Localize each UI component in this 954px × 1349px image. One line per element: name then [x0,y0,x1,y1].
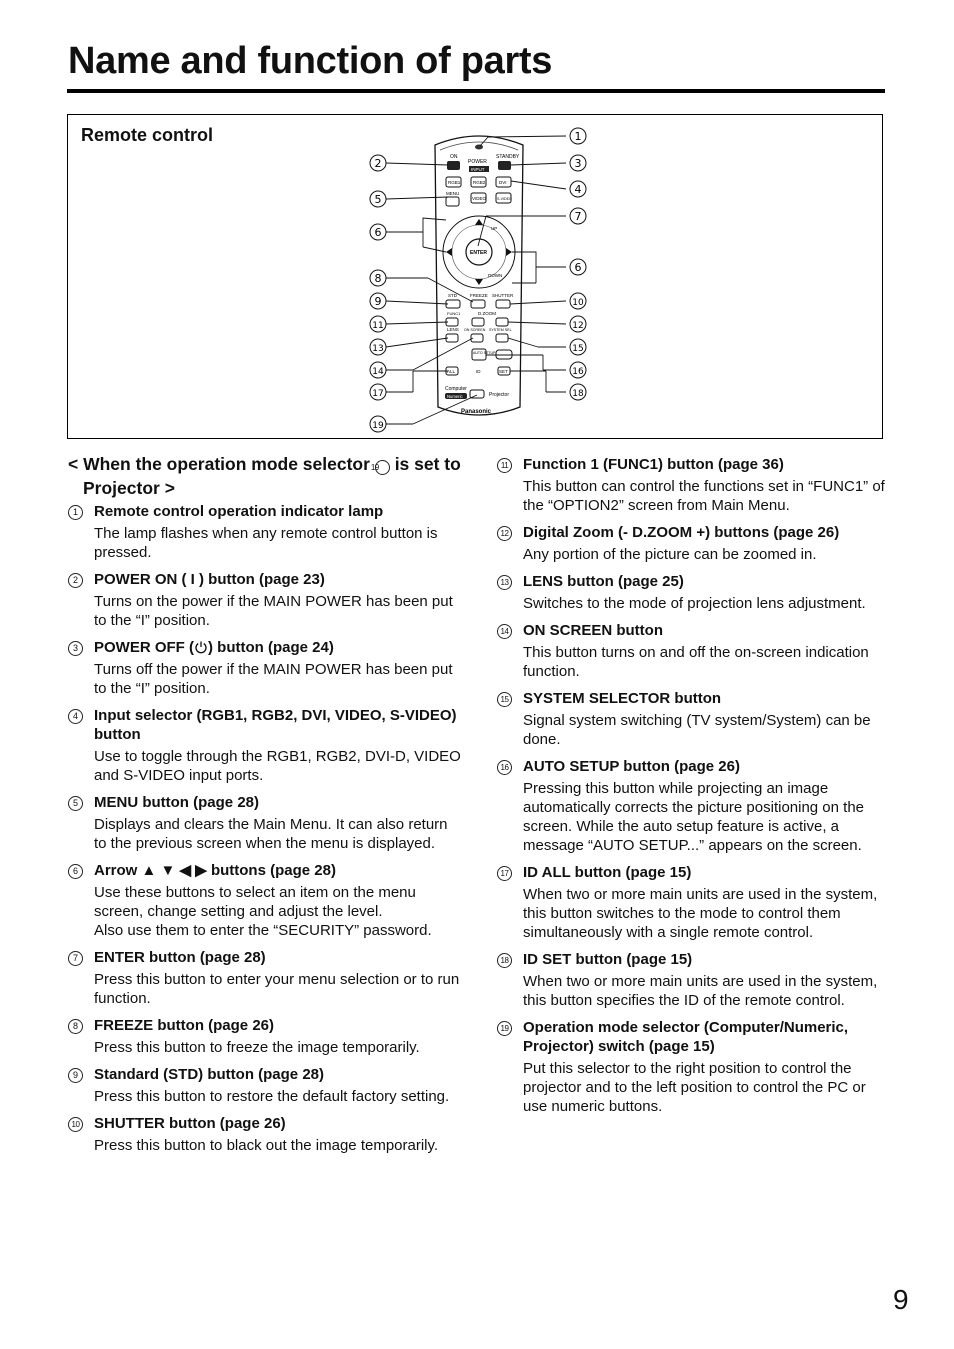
item-1 [68,502,463,562]
item-15 [497,689,889,749]
power-off-button [498,161,511,170]
remote-label-enter: ENTER [470,250,487,256]
item-description: Signal system switching (TV system/System) can be done. [523,712,871,748]
remote-label-system-sel: SYSTEM SEL [489,328,512,332]
item-number-marker [497,455,523,473]
item-number: 9 [68,1068,83,1083]
remote-brand-logo: Panasonic [461,409,492,415]
callout-12: 12 [572,321,584,331]
item-heading [497,757,889,776]
figure-label: Remote control [81,125,214,145]
item-description: This button turns on and off the on-screen indication function. [523,644,869,680]
item-number: 19 [497,1021,512,1036]
item-number: 6 [68,864,83,879]
callout-13: 13 [372,344,384,354]
item-heading [68,638,463,657]
remote-label-menu: MENU [446,191,460,196]
item-number-marker [497,621,523,639]
auto-setup-indicator [496,350,512,359]
remote-control-figure [67,114,883,439]
callout-6-right: 6 [574,261,582,274]
item-title: LENS button (page 25) [523,573,684,590]
system-selector-button [496,334,508,342]
callout-6: 6 [374,226,382,239]
remote-label-id-set: SET [499,369,508,374]
item-number: 10 [68,1117,83,1132]
item-number: 13 [497,575,512,590]
remote-label-std: STD [448,293,457,298]
item-title: FREEZE button (page 26) [94,1017,274,1034]
item-9 [68,1065,463,1106]
item-heading [68,1114,463,1133]
item-number: 7 [68,951,83,966]
remote-label-lens: LENS [447,327,459,332]
item-number: 1 [68,505,83,520]
item-number-marker [68,793,94,811]
right-column [497,455,889,1124]
menu-button [446,197,459,206]
remote-label-id: ID [476,369,481,374]
item-description: Displays and clears the Main Menu. It can also return to the previous screen when the menu is displayed. [94,816,448,852]
callout-10: 10 [572,298,584,308]
item-heading [68,1065,463,1084]
std-button [446,300,460,308]
callout-17: 17 [372,389,384,399]
item-heading [68,706,463,744]
item-title-part: ) button (page 24) [208,639,334,656]
callout-16: 16 [572,367,584,377]
remote-label-auto-setup: AUTO SETUP [473,351,496,355]
item-number: 5 [68,796,83,811]
item-4 [68,706,463,785]
remote-label-standby: STANDBY [496,154,520,160]
item-7 [68,948,463,1008]
item-description: Switches to the mode of projection lens adjustment. [523,595,866,612]
item-number: 3 [68,641,83,656]
remote-label-power: POWER [468,159,487,165]
item-title: POWER ON ( I ) button (page 23) [94,571,325,588]
item-title: ENTER button (page 28) [94,949,266,966]
item-title: SHUTTER button (page 26) [94,1115,286,1132]
item-description: Press this button to enter your menu selection or to run function. [94,971,460,1007]
remote-label-numeric: Numeric [447,394,463,399]
title-rule [67,89,885,93]
item-number-marker [497,572,523,590]
item-description: When two or more main units are used in the system, this button specifies the ID of the remote control. [523,973,878,1009]
remote-label-svideo: S-VIDEO [497,197,512,201]
item-title: ID SET button (page 15) [523,951,693,968]
remote-label-shutter: SHUTTER [492,293,514,298]
remote-label-down: DOWN [488,273,503,278]
item-number-marker [68,1016,94,1034]
item-description: The lamp flashes when any remote control button is pressed. [94,525,438,561]
item-title: Input selector (RGB1, RGB2, DVI, VIDEO, S-VIDEO) button [94,707,457,743]
item-5 [68,793,463,853]
item-number-marker [497,523,523,541]
remote-label-freeze: FREEZE [470,293,488,298]
item-number: 17 [497,866,512,881]
freeze-button [471,300,485,308]
callout-19: 19 [372,421,384,431]
remote-label-func1: FUNC1 [447,311,461,316]
item-number-marker [497,1018,523,1036]
callout-2: 2 [374,157,382,170]
item-heading [497,572,889,591]
item-number-marker [68,948,94,966]
item-number: 2 [68,573,83,588]
item-heading [68,793,463,812]
section-heading-post: is set to Projector > [83,454,461,498]
right-items-list [497,455,889,1116]
item-3 [68,638,463,698]
item-description: Put this selector to the right position to control the projector and to the left position to control the PC or use numeric buttons. [523,1060,866,1115]
item-number: 11 [497,458,512,473]
section-heading-number: 19 [375,460,390,475]
item-title: ON SCREEN button [523,622,663,639]
item-10 [68,1114,463,1155]
item-description: Pressing this button while projecting an image automatically corrects the picture positioning on the screen. While the auto setup feature is active, a message “AUTO SETUP...” appears on the screen. [523,780,865,854]
remote-label-video: VIDEO [472,196,487,201]
item-11 [497,455,889,515]
item-description: This button can control the functions set in “FUNC1” of the “OPTION2” screen from Main Menu. [523,478,885,514]
item-description: Turns off the power if the MAIN POWER has been put to the “I” position. [94,661,453,697]
page-title: Name and function of parts [68,40,553,82]
item-heading [68,502,463,521]
item-title: ID ALL button (page 15) [523,864,692,881]
item-8 [68,1016,463,1057]
callout-9: 9 [374,295,382,308]
item-heading [68,1016,463,1035]
item-heading [497,1018,889,1056]
item-description: When two or more main units are used in the system, this button switches to the mode to control them simultaneously with a single remote control. [523,886,878,941]
item-number-marker [68,1065,94,1083]
item-12 [497,523,889,564]
item-description: Any portion of the picture can be zoomed in. [523,546,817,563]
item-14 [497,621,889,681]
item-heading [68,861,463,880]
callout-4: 4 [574,183,582,196]
item-number: 16 [497,760,512,775]
item-heading [497,621,889,640]
item-number: 18 [497,953,512,968]
item-number: 15 [497,692,512,707]
item-number-marker [68,570,94,588]
item-number: 14 [497,624,512,639]
power-on-button [447,161,460,170]
item-heading [497,950,889,969]
callout-7: 7 [574,210,582,223]
item-title: Remote control operation indicator lamp [94,503,384,520]
item-description: Press this button to freeze the image temporarily. [94,1039,420,1056]
item-title: AUTO SETUP button (page 26) [523,758,740,775]
dzoom-plus-button [496,318,508,326]
item-number-marker [497,689,523,707]
remote-label-projector: Projector [489,392,510,398]
callout-5: 5 [374,193,382,206]
item-number-marker [68,1114,94,1132]
item-title: Function 1 (FUNC1) button (page 36) [523,456,784,473]
item-description: Press this button to black out the image temporarily. [94,1137,439,1154]
item-number-marker [68,638,94,656]
item-16 [497,757,889,855]
item-description: Press this button to restore the default factory setting. [94,1088,450,1105]
callout-14: 14 [372,367,384,377]
remote-label-dvi: DVI [499,180,507,185]
item-title: Digital Zoom (- D.ZOOM +) buttons (page 26) [523,524,840,541]
section-heading [68,452,463,500]
item-13 [497,572,889,613]
item-title: MENU button (page 28) [94,794,259,811]
dzoom-minus-button [472,318,484,326]
item-6 [68,861,463,940]
page-number: 9 [893,1284,909,1315]
left-items-list [68,502,463,1155]
item-heading [497,523,889,542]
item-description: Also use them to enter the “SECURITY” password. [94,922,432,939]
item-number-marker [68,502,94,520]
item-18 [497,950,889,1010]
item-title: Standard (STD) button (page 28) [94,1066,324,1083]
item-19 [497,1018,889,1116]
item-heading [497,863,889,882]
shutter-button [496,300,510,308]
item-17 [497,863,889,942]
item-heading [68,570,463,589]
item-title: SYSTEM SELECTOR button [523,690,722,707]
item-number-marker [68,861,94,879]
item-number-marker [68,706,94,724]
left-column [68,452,463,1163]
callout-1: 1 [574,130,582,143]
callout-18: 18 [572,389,584,399]
remote-label-on: ON [450,154,458,160]
remote-label-rgb1: RGB1 [448,180,461,185]
item-number-marker [497,863,523,881]
callout-15: 15 [572,344,584,354]
item-heading [497,689,889,708]
item-title-part: POWER OFF ( [94,639,194,656]
remote-control-illustration [68,115,882,438]
remote-label-dzoom: D.ZOOM [478,311,496,316]
item-number: 8 [68,1019,83,1034]
item-2 [68,570,463,630]
power-standby-icon [194,640,208,654]
item-title: Arrow ▲ ▼ ◀ ▶ buttons (page 28) [94,862,336,879]
remote-label-id-all: ALL [447,369,456,374]
item-title: Operation mode selector (Computer/Numeric, Projector) switch (page 15) [523,1019,849,1055]
item-heading [68,948,463,967]
section-heading-pre: < When the operation mode selector [68,454,370,474]
item-number-marker [497,950,523,968]
item-description: Use to toggle through the RGB1, RGB2, DVI-D, VIDEO and S-VIDEO input ports. [94,748,461,784]
item-number: 4 [68,709,83,724]
item-description: Use these buttons to select an item on the menu screen, change setting and adjust the level. [94,884,416,920]
item-number-marker [497,757,523,775]
callout-3: 3 [574,157,582,170]
item-description: Turns on the power if the MAIN POWER has been put to the “I” position. [94,593,453,629]
remote-label-rgb2: RGB2 [473,180,486,185]
callout-11: 11 [372,321,384,331]
item-number: 12 [497,526,512,541]
item-heading [497,455,889,474]
remote-label-up: UP [491,226,498,231]
callout-8: 8 [374,272,382,285]
remote-label-input: INPUT [471,167,485,172]
remote-label-computer: Computer [445,386,467,392]
indicator-lamp [475,145,483,150]
remote-label-on-screen: ON SCREEN [464,328,486,332]
item-title [94,638,463,657]
